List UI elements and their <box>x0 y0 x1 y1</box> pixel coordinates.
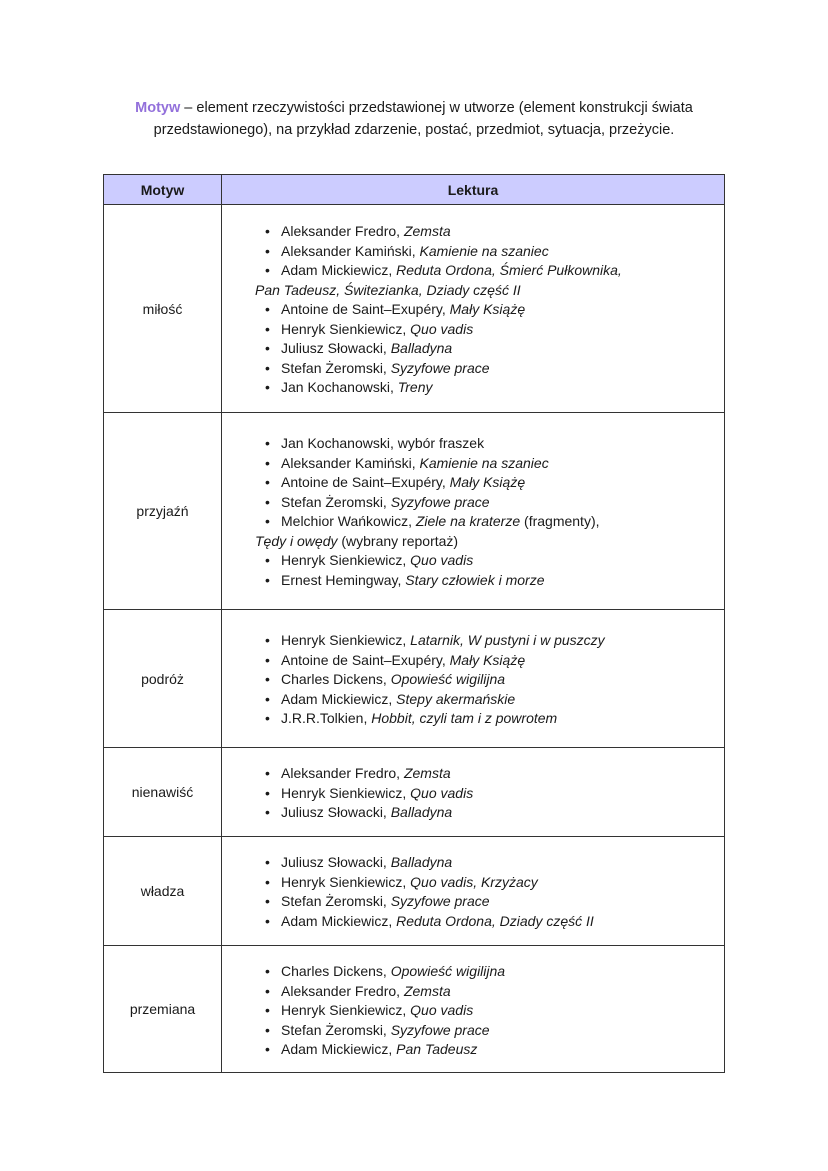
author-name: Henryk Sienkiewicz, <box>281 784 411 801</box>
bullet-icon: • <box>265 765 270 781</box>
reading-list <box>222 946 724 1060</box>
term-motyw: Motyw <box>135 100 181 116</box>
author-name: Henryk Sienkiewicz, <box>281 1002 411 1018</box>
list-item <box>222 571 724 591</box>
list-item <box>222 631 724 651</box>
motif-cell: władza <box>104 837 222 946</box>
reading-list <box>222 837 724 931</box>
author-name: Juliusz Słowacki, <box>281 854 391 870</box>
table-row <box>104 205 725 413</box>
motif-cell: miłość <box>104 205 222 413</box>
reading-list-cell <box>222 837 725 946</box>
list-item <box>222 784 724 804</box>
author-name: Antoine de Saint–Exupéry, <box>281 474 450 490</box>
list-item <box>222 512 724 532</box>
list-item <box>222 690 724 710</box>
reading-list-cell <box>222 946 725 1073</box>
author-name: Stefan Żeromski, <box>281 493 391 510</box>
bullet-icon: • <box>265 320 270 337</box>
work-title: Syzyfowe prace <box>390 359 490 376</box>
work-title: Quo vadis <box>410 784 474 801</box>
author-name: Henryk Sienkiewicz, <box>281 873 411 890</box>
list-item <box>222 873 724 893</box>
author-name: Stefan Żeromski, <box>281 1021 391 1038</box>
list-item <box>222 962 724 982</box>
reading-list <box>222 748 724 823</box>
term-definition: – element rzeczywistości przedstawionej w utworze (element konstrukcji świata przedstawionego), na przykład zdarzenie, postać, przedmiot, sytuacja, przeżycie. <box>153 100 693 138</box>
work-title: Mały Książę <box>449 474 526 490</box>
bullet-icon: • <box>265 474 270 490</box>
author-name: Charles Dickens, <box>281 671 391 687</box>
bullet-icon: • <box>265 493 270 510</box>
bullet-icon: • <box>265 552 270 568</box>
work-title: Tędy i owędy <box>255 532 338 549</box>
work-title: Quo vadis <box>410 1002 474 1018</box>
list-item <box>222 651 724 671</box>
work-title: Hobbit, czyli tam i z powrotem <box>371 710 558 726</box>
bullet-icon: • <box>265 1021 270 1038</box>
bullet-icon: • <box>265 651 270 668</box>
work-title: Reduta Ordona, Śmierć Pułkownika, <box>396 262 622 278</box>
author-name: Adam Mickiewicz, <box>281 262 397 278</box>
work-title: Kamienie na szaniec <box>419 242 549 259</box>
header-lektura: Lektura <box>222 175 725 205</box>
work-note: (fragmenty), <box>520 513 600 529</box>
author-name: Charles Dickens, <box>281 963 391 979</box>
author-name: Henryk Sienkiewicz, <box>281 552 411 568</box>
reading-list <box>222 610 724 729</box>
reading-list-cell <box>222 748 725 837</box>
list-item <box>222 764 724 784</box>
bullet-icon: • <box>265 223 270 239</box>
author-name: Aleksander Kamiński, <box>281 454 420 471</box>
author-name: Henryk Sienkiewicz, <box>281 320 411 337</box>
bullet-icon: • <box>265 242 270 259</box>
list-item <box>222 242 724 262</box>
work-title: Stary człowiek i morze <box>405 571 545 588</box>
bullet-icon: • <box>265 854 270 870</box>
list-item <box>222 339 724 359</box>
list-item-continuation <box>222 281 724 301</box>
author-name: Ernest Hemingway, <box>281 571 406 588</box>
list-item <box>222 912 724 932</box>
motif-table <box>103 174 725 1073</box>
bullet-icon: • <box>265 893 270 909</box>
work-title: Treny <box>397 379 433 395</box>
motif-cell: podróż <box>104 610 222 748</box>
list-item <box>222 803 724 823</box>
work-title: Mały Książę <box>449 651 526 668</box>
motif-cell: przyjaźń <box>104 413 222 610</box>
bullet-icon: • <box>265 690 270 707</box>
bullet-icon: • <box>265 454 270 471</box>
author-name: Jan Kochanowski, wybór fraszek <box>281 435 485 451</box>
author-name: Juliusz Słowacki, <box>281 340 391 356</box>
work-title: Stepy akermańskie <box>396 690 516 707</box>
bullet-icon: • <box>265 1002 270 1018</box>
work-title: Pan Tadeusz <box>396 1041 478 1057</box>
work-title: Syzyfowe prace <box>390 1021 490 1038</box>
table-row <box>104 837 725 946</box>
bullet-icon: • <box>265 710 270 726</box>
list-item <box>222 551 724 571</box>
author-name: Aleksander Fredro, <box>281 765 404 781</box>
author-name: Stefan Żeromski, <box>281 893 391 909</box>
list-item <box>222 454 724 474</box>
bullet-icon: • <box>265 513 270 529</box>
work-title: Opowieść wigilijna <box>390 963 506 979</box>
bullet-icon: • <box>265 784 270 801</box>
header-motyw: Motyw <box>104 175 222 205</box>
work-title: Kamienie na szaniec <box>419 454 549 471</box>
bullet-icon: • <box>265 359 270 376</box>
list-item <box>222 892 724 912</box>
bullet-icon: • <box>265 963 270 979</box>
author-name: Antoine de Saint–Exupéry, <box>281 651 450 668</box>
author-name: Antoine de Saint–Exupéry, <box>281 301 450 317</box>
work-title: Zemsta <box>403 982 451 999</box>
list-item <box>222 261 724 281</box>
list-item <box>222 709 724 729</box>
bullet-icon: • <box>265 1041 270 1057</box>
table-row <box>104 610 725 748</box>
work-title: Opowieść wigilijna <box>390 671 506 687</box>
work-title: Syzyfowe prace <box>390 493 490 510</box>
work-title: Latarnik, W pustyni i w puszczy <box>410 632 605 648</box>
author-name: J.R.R.Tolkien, <box>281 710 372 726</box>
bullet-icon: • <box>265 671 270 687</box>
author-name: Adam Mickiewicz, <box>281 690 397 707</box>
bullet-icon: • <box>265 301 270 317</box>
table-row <box>104 748 725 837</box>
work-title: Quo vadis <box>410 552 474 568</box>
author-name: Juliusz Słowacki, <box>281 804 391 820</box>
work-title: Balladyna <box>390 854 453 870</box>
reading-list <box>222 205 724 398</box>
bullet-icon: • <box>265 340 270 356</box>
author-name: Aleksander Kamiński, <box>281 242 420 259</box>
bullet-icon: • <box>265 982 270 999</box>
work-title: Quo vadis <box>410 320 474 337</box>
table-row <box>104 413 725 610</box>
reading-list-cell <box>222 205 725 413</box>
work-title: Quo vadis, Krzyżacy <box>410 873 538 890</box>
motif-cell: nienawiść <box>104 748 222 837</box>
list-item <box>222 222 724 242</box>
bullet-icon: • <box>265 804 270 820</box>
list-item <box>222 378 724 398</box>
list-item <box>222 1040 724 1060</box>
list-item <box>222 359 724 379</box>
list-item <box>222 670 724 690</box>
author-name: Jan Kochanowski, <box>281 379 398 395</box>
work-note: (wybrany reportaż) <box>337 532 459 549</box>
list-item <box>222 300 724 320</box>
work-title: Balladyna <box>390 804 453 820</box>
bullet-icon: • <box>265 571 270 588</box>
bullet-icon: • <box>265 912 270 929</box>
work-title: Syzyfowe prace <box>390 893 490 909</box>
list-item <box>222 320 724 340</box>
author-name: Aleksander Fredro, <box>281 223 404 239</box>
bullet-icon: • <box>265 873 270 890</box>
work-title: Balladyna <box>390 340 453 356</box>
work-title: Mały Książę <box>449 301 526 317</box>
author-name: Stefan Żeromski, <box>281 359 391 376</box>
table-header-row <box>104 175 725 205</box>
author-name: Aleksander Fredro, <box>281 982 404 999</box>
list-item <box>222 1021 724 1041</box>
list-item-continuation <box>222 532 724 552</box>
author-name: Adam Mickiewicz, <box>281 912 397 929</box>
bullet-icon: • <box>265 435 270 451</box>
list-item <box>222 1001 724 1021</box>
table-row <box>104 946 725 1073</box>
work-title: Pan Tadeusz, Świtezianka, Dziady część II <box>255 281 521 298</box>
motif-cell: przemiana <box>104 946 222 1073</box>
intro-paragraph <box>100 97 728 141</box>
work-title: Zemsta <box>403 223 451 239</box>
work-title: Ziele na kraterze <box>415 513 521 529</box>
list-item <box>222 493 724 513</box>
work-title: Zemsta <box>403 765 451 781</box>
author-name: Adam Mickiewicz, <box>281 1041 397 1057</box>
author-name: Melchior Wańkowicz, <box>281 513 416 529</box>
work-title: Reduta Ordona, Dziady część II <box>396 912 594 929</box>
reading-list-cell <box>222 610 725 748</box>
reading-list <box>222 413 724 590</box>
list-item <box>222 853 724 873</box>
bullet-icon: • <box>265 632 270 648</box>
bullet-icon: • <box>265 262 270 278</box>
bullet-icon: • <box>265 379 270 395</box>
list-item <box>222 434 724 454</box>
list-item <box>222 473 724 493</box>
reading-list-cell <box>222 413 725 610</box>
list-item <box>222 982 724 1002</box>
author-name: Henryk Sienkiewicz, <box>281 632 411 648</box>
